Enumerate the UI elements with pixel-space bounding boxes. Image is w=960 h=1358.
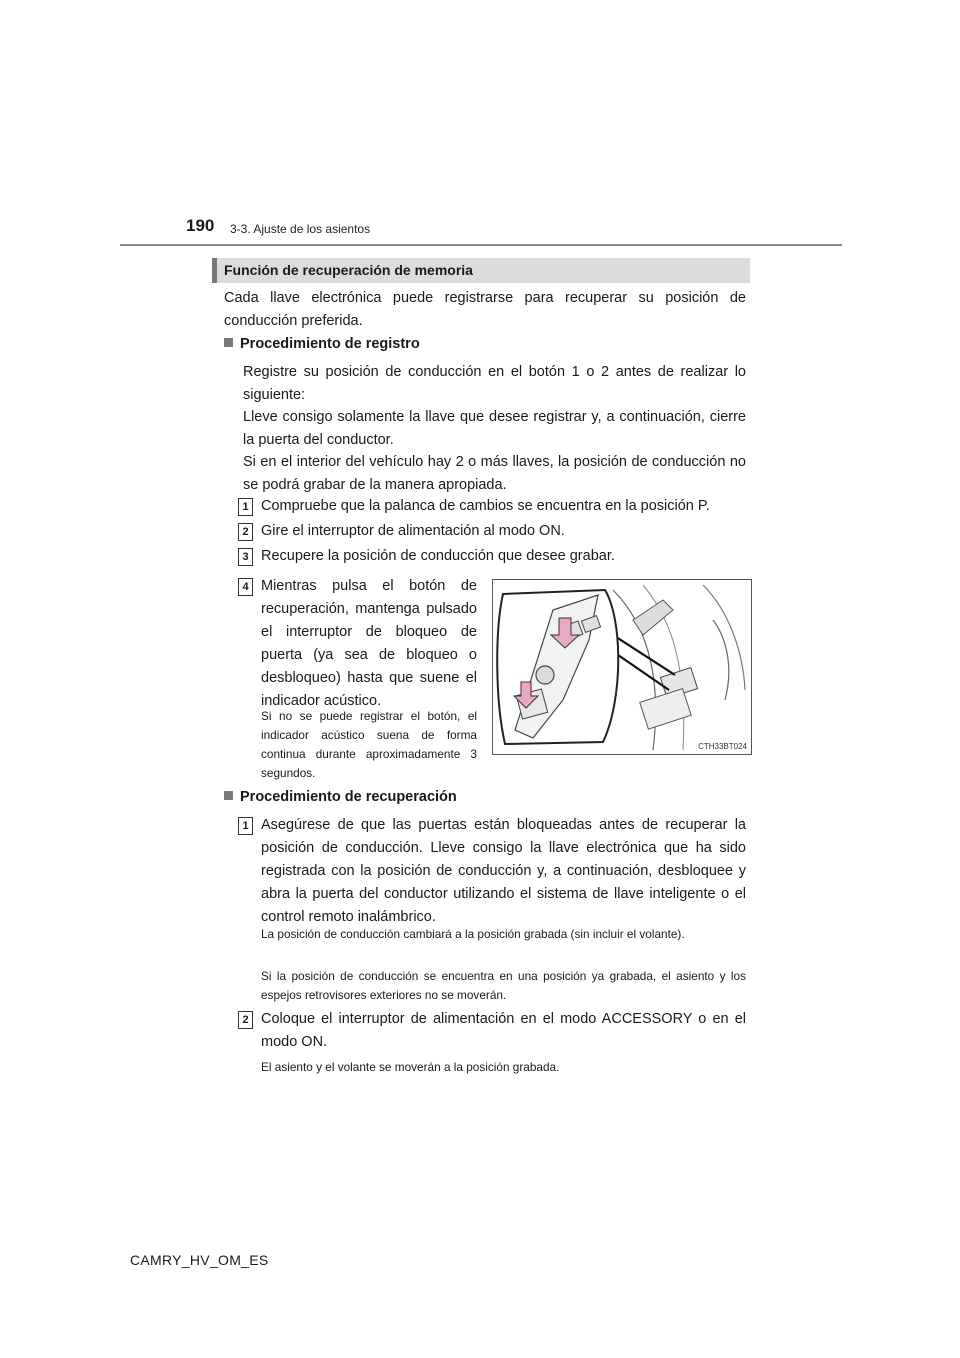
recovery-heading-text: Procedimiento de recuperación — [240, 789, 457, 805]
step-number-2: 2 — [238, 523, 253, 541]
recovery-step-number-2: 2 — [238, 1011, 253, 1029]
door-switch-illustration — [492, 579, 752, 755]
registration-step-3: Recupere la posición de conducción que desee grabar. — [261, 548, 615, 564]
registration-para-3: Si en el interior del vehículo hay 2 o más llaves, la posición de conducción no se podrá grabar de la manera apropiada. — [243, 454, 746, 493]
intro-paragraph: Cada llave electrónica puede registrarse para recuperar su posición de conducción preferida. — [224, 290, 746, 329]
registration-step-2: Gire el interruptor de alimentación al modo ON. — [261, 523, 565, 539]
registration-para-2: Lleve consigo solamente la llave que desee registrar y, a continuación, cierre la puerta del conductor. — [243, 409, 746, 448]
registration-heading — [224, 336, 420, 352]
recovery-note-1: La posición de conducción cambiará a la posición grabada (sin incluir el volante). — [261, 927, 685, 941]
heading-accent — [212, 258, 217, 283]
page-number: 190 — [186, 216, 215, 235]
recovery-heading — [224, 789, 457, 805]
recovery-note-2: Si la posición de conducción se encuentra en una posición ya grabada, el asiento y los espejos retrovisores exteriores no se moverán. — [261, 969, 746, 1002]
registration-step-4: Mientras pulsa el botón de recuperación, mantenga pulsado el interruptor de bloqueo de puerta (ya sea de bloqueo o desbloqueo) hasta que suene el indicador acústico. — [261, 578, 477, 709]
recovery-step-2: Coloque el interruptor de alimentación en el modo ACCESSORY o en el modo ON. — [261, 1011, 746, 1050]
bullet-square-icon — [224, 791, 233, 800]
step-number-1: 1 — [238, 498, 253, 516]
section-heading — [212, 258, 750, 283]
recovery-step-number-1: 1 — [238, 817, 253, 835]
header-divider — [120, 244, 842, 246]
registration-para-1: Registre su posición de conducción en el botón 1 o 2 antes de realizar lo siguiente: — [243, 364, 746, 403]
step-number-3: 3 — [238, 548, 253, 566]
step-number-4: 4 — [238, 578, 253, 596]
recovery-step-1: Asegúrese de que las puertas están bloqueadas antes de recuperar la posición de conducción. Lleve consigo la llave electrónica que ha sido registrada con la posición de conducción y, a continuación, desbloquee y abra la puerta del conductor utilizando el sistema de llave inteligente o el control remoto inalámbrico. — [261, 817, 746, 925]
section-title: 3-3. Ajuste de los asientos — [230, 222, 371, 236]
figure-code: CTH33BT024 — [698, 742, 747, 751]
section-heading-text: Función de recuperación de memoria — [224, 262, 473, 278]
document-footer: CAMRY_HV_OM_ES — [130, 1252, 269, 1268]
bullet-square-icon — [224, 338, 233, 347]
registration-note: Si no se puede registrar el botón, el indicador acústico suena de forma continua durante aproximadamente 3 segundos. — [261, 709, 477, 780]
registration-heading-text: Procedimiento de registro — [240, 336, 420, 352]
recovery-note-3: El asiento y el volante se moverán a la posición grabada. — [261, 1060, 560, 1074]
registration-step-1: Compruebe que la palanca de cambios se encuentra en la posición P. — [261, 498, 710, 514]
